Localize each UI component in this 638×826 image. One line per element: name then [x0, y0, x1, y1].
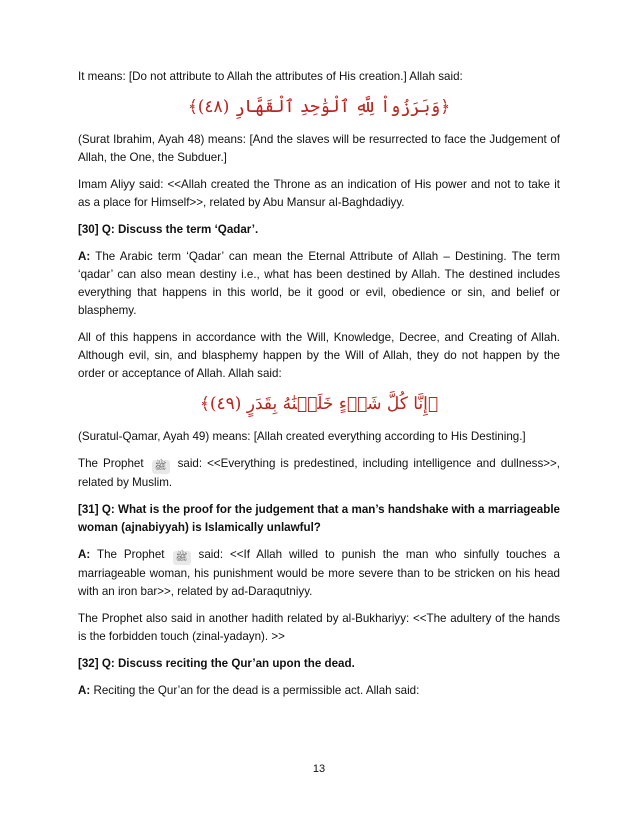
- answer-31: [78, 546, 560, 601]
- text-before-seal: The Prophet: [90, 548, 165, 561]
- paragraph-allah-attributes: It means: [Do not attribute to Allah the attributes of His creation.] Allah said:: [78, 70, 463, 83]
- quran-verse-ibrahim-48: ﴿وَبَرَزُواْ لِلَّهِ ٱلْوَٰحِدِ ٱلْقَهَّارِ (٤٨)﴾: [187, 97, 451, 117]
- document-page: [78, 68, 560, 709]
- answer-label: A:: [78, 250, 91, 263]
- paragraph-imam-aliyy: Imam Aliyy said: <<Allah created the Throne as an indication of His power and not to take it as a place for Himself>>, related by Abu Mansur al-Baghdadiyy.: [78, 178, 560, 209]
- paragraph-prophet-predestined: [78, 455, 560, 492]
- answer-32: [78, 682, 560, 700]
- paragraph-verse2-meaning: (Suratul-Qamar, Ayah 49) means: [Allah created everything according to His Destining.]: [78, 430, 526, 443]
- question-31-heading: [31] Q: What is the proof for the judgement that a man’s handshake with a marriageable woman (ajnabiyyah) is Islamically unlawful?: [78, 503, 560, 534]
- quran-verse-qamar-49: ﴿إِنَّا كُلَّ شَىۡءٍ خَلَقۡنَٰهُ بِقَدَرٍ (٤٩)﴾: [199, 394, 439, 414]
- paragraph-adultery-of-hands: The Prophet also said in another hadith related by al-Bukhariyy: <<The adultery of the hands is the forbidden touch (zinal-yadayn). >>: [78, 612, 560, 643]
- paragraph-verse1-meaning: (Surat Ibrahim, Ayah 48) means: [And the slaves will be resurrected to face the Judgement of Allah, the One, the Subduer.]: [78, 133, 560, 164]
- page-number: 13: [312, 763, 326, 775]
- answer-30-text: The Arabic term ‘Qadar’ can mean the Eternal Attribute of Allah – Destining. The term ‘qadar’ can also mean destiny i.e., what has been destined by Allah. The destined includes everything that happens in this world, be it good or evil, obedience or sin, and belief or blasphemy.: [78, 250, 560, 317]
- answer-30: [78, 248, 560, 320]
- salawat-seal-icon: ﷺ: [152, 460, 170, 474]
- answer-label: A:: [78, 684, 91, 697]
- question-32-heading: [32] Q: Discuss reciting the Qur’an upon the dead.: [78, 657, 355, 670]
- answer-label: A:: [78, 548, 91, 561]
- paragraph-will-of-allah: All of this happens in accordance with the Will, Knowledge, Decree, and Creating of Allah. Although evil, sin, and blasphemy happen by the Will of Allah, they do not happen by the order or acceptance of Allah. Allah said:: [78, 331, 560, 380]
- text-after-seal: said: <<Everything is predestined, including intelligence and dullness>>, related by Muslim.: [78, 457, 561, 489]
- text-after-seal: said: <<If Allah willed to punish the man who sinfully touches a marriageable woman, his punishment would be more severe than to be stricken on his head with an iron bar>>, related by ad-Daraqutniyy.: [78, 548, 560, 598]
- question-30-heading: [30] Q: Discuss the term ‘Qadar’.: [78, 223, 259, 236]
- text-before-seal: The Prophet: [78, 457, 144, 470]
- salawat-seal-icon: ﷺ: [173, 551, 191, 565]
- answer-32-text: Reciting the Qur’an for the dead is a permissible act. Allah said:: [90, 684, 420, 697]
